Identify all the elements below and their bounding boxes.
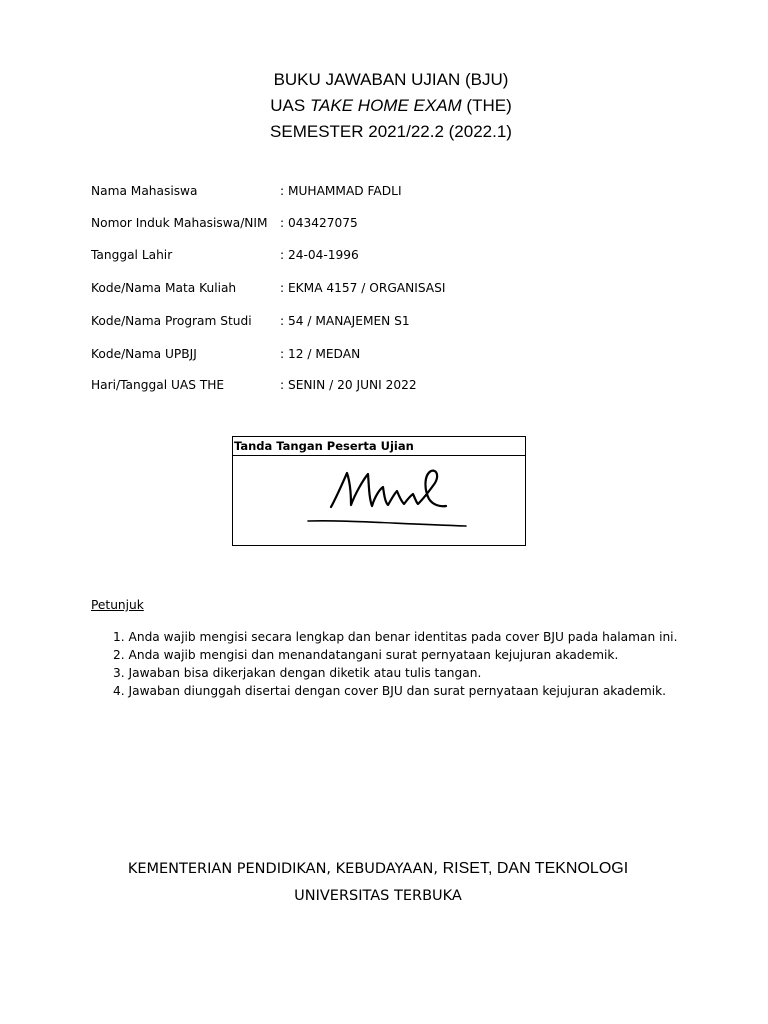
identity-row-course — [91, 279, 691, 297]
instructions-list — [113, 628, 677, 700]
identity-label: Kode/Nama Mata Kuliah — [91, 281, 237, 295]
identity-label: Kode/Nama UPBJJ — [91, 347, 197, 361]
identity-label: Tanggal Lahir — [91, 248, 173, 262]
subtitle-italic: TAKE HOME EXAM — [309, 96, 462, 115]
identity-label: Nama Mahasiswa — [91, 184, 198, 198]
identity-label: Kode/Nama Program Studi — [91, 314, 252, 328]
identity-row-upbjj — [91, 345, 691, 363]
identity-row-birthdate — [91, 246, 691, 264]
instructions-heading: Petunjuk — [91, 598, 144, 612]
handwritten-signature — [233, 456, 525, 545]
identity-row-nim — [91, 214, 691, 232]
ministry-name — [0, 858, 756, 880]
identity-value: : 12 / MEDAN — [280, 347, 361, 361]
identity-value: : 24-04-1996 — [280, 248, 359, 262]
identity-label: Nomor Induk Mahasiswa/NIM — [91, 216, 268, 230]
identity-row-exam-date — [91, 376, 691, 394]
identity-value: : EKMA 4157 / ORGANISASI — [280, 281, 446, 295]
identity-value: : SENIN / 20 JUNI 2022 — [280, 378, 417, 392]
university-name: UNIVERSITAS TERBUKA — [294, 888, 462, 904]
subtitle-prefix: UAS — [270, 96, 310, 115]
subtitle-suffix: (THE) — [461, 96, 512, 115]
list-item: 2. Anda wajib mengisi dan menandatangani surat pernyataan kejujuran akademik. — [113, 648, 619, 662]
document-subtitle — [0, 93, 768, 119]
ministry-name-part1: KEMENTERIAN PENDIDIKAN, KEBUDAYAAN, — [127, 861, 443, 877]
signature-heading: Tanda Tangan Peserta Ujian — [233, 437, 525, 456]
identity-label: Hari/Tanggal UAS THE — [91, 378, 225, 392]
identity-value: : 043427075 — [280, 216, 358, 230]
list-item: 3. Jawaban bisa dikerjakan dengan diketik atau tulis tangan. — [113, 666, 482, 680]
identity-row-name — [91, 182, 691, 200]
list-item: 4. Jawaban diunggah disertai dengan cover BJU dan surat pernyataan kejujuran akademik. — [113, 684, 667, 698]
semester-line: SEMESTER 2021/22.2 (2022.1) — [270, 122, 512, 141]
ministry-name-part2: RISET, DAN TEKNOLOGI — [442, 860, 629, 877]
identity-row-program — [91, 312, 691, 330]
identity-value: : 54 / MANAJEMEN S1 — [280, 314, 410, 328]
list-item: 1. Anda wajib mengisi secara lengkap dan benar identitas pada cover BJU pada halaman ini. — [113, 630, 678, 644]
signature-box — [232, 436, 526, 546]
document-title: BUKU JAWABAN UJIAN (BJU) — [273, 70, 509, 89]
identity-value: : MUHAMMAD FADLI — [280, 184, 402, 198]
